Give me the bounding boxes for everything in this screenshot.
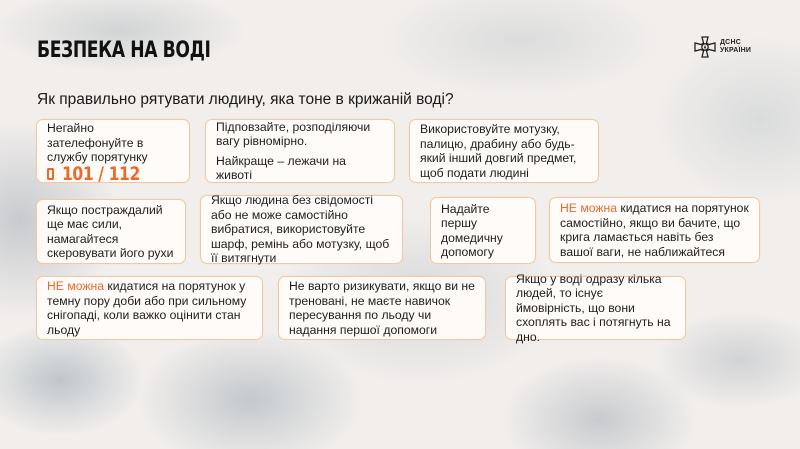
card-text: Підповзайте, розподіляючи вагу рівномірно. (216, 119, 371, 148)
emergency-phone (47, 162, 179, 185)
card-guide-movements (36, 199, 186, 264)
card-use-rope (409, 119, 599, 183)
card-text: кидатися на порятунок у темну пору доби або при сильному снігопаді, коли важко оцінити стан льоду (47, 279, 247, 337)
card-text: Негайно зателефонуйте в службу порятунку (47, 121, 148, 164)
warning-highlight: НЕ можна (560, 201, 617, 215)
card-untrained-warning (278, 276, 486, 340)
card-text-wrap (47, 279, 252, 337)
phone-icon (47, 168, 54, 180)
phone-number: 101 / 112 (62, 162, 140, 185)
card-call-rescue (36, 119, 190, 183)
card-crawl (205, 119, 395, 183)
logo-line-2: УКРАЇНИ (720, 47, 752, 54)
card-text: Якщо у воді одразу кілька людей, то існує ймовірність, що вони схоплять вас і потягнуть на дно. (516, 271, 671, 344)
card-text: кидатися на порятунок самостійно, якщо ви бачите, що крига ламається навіть без вашої ваги, не наближайтеся (560, 201, 749, 259)
page-subtitle: Як правильно рятувати людину, яка тоне в крижаній воді? (37, 91, 454, 108)
dsns-cross-emblem-icon (694, 36, 716, 58)
card-text: Якщо постраждалий ще має сили, намагайтеся скеровувати його рухи (47, 202, 174, 260)
card-text: Не варто ризикувати, якщо ви не треновані, не маєте навичок пересування по льоду чи надання першої допомоги (289, 279, 475, 337)
card-text: Надайте першу домедичну допомогу (441, 201, 503, 259)
card-text-wrap (560, 201, 749, 259)
card-text: Використовуйте мотузку, палицю, драбину або будь-який інший довгий предмет, щоб подати людині (420, 122, 577, 180)
page-title: БЕЗПЕКА НА ВОДІ (37, 38, 211, 63)
logo-line-1: ДСНС (720, 39, 741, 46)
warning-highlight: НЕ можна (47, 279, 104, 293)
card-text-secondary: Найкраще – лежачи на животі (216, 153, 346, 182)
card-unconscious (200, 195, 403, 264)
card-darkness-warning (36, 276, 263, 340)
dsns-logo (694, 36, 751, 58)
card-multiple-people (505, 271, 686, 344)
card-first-aid (430, 197, 536, 264)
card-ice-breaking-warning (549, 197, 760, 263)
card-text: Якщо людина без свідомості або не може самостійно вибратися, використовуйте шарф, ремінь або мотузку, щоб її витягнути (211, 193, 390, 266)
